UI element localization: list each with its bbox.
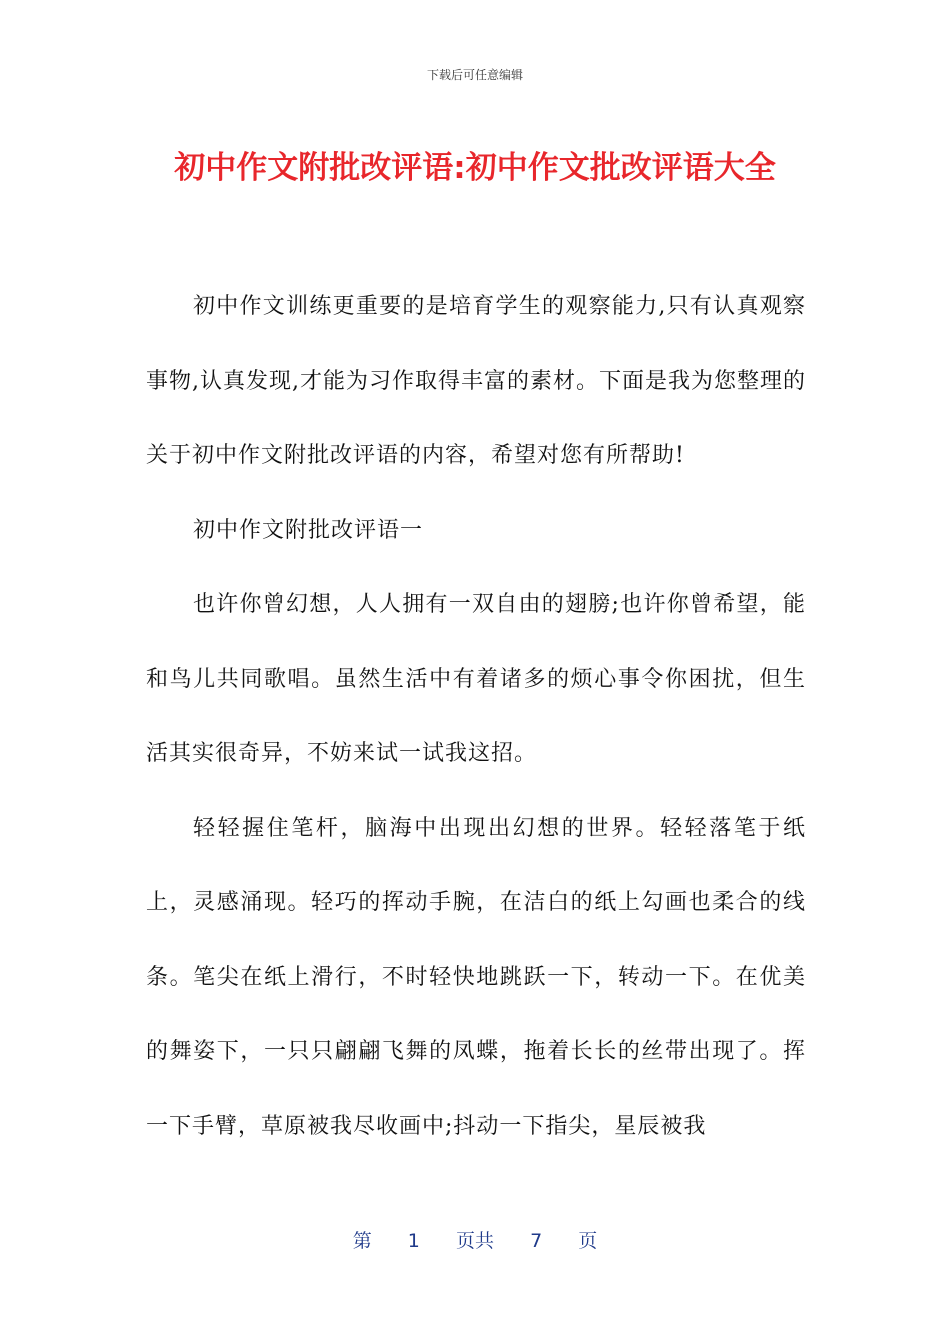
header-note: 下载后可任意编辑 bbox=[426, 68, 523, 82]
paragraph-2: 轻轻握住笔杆，脑海中出现出幻想的世界。轻轻落笔于纸上，灵感涌现。轻巧的挥动手腕，在洁白的纸上勾画也柔合的线条。笔尖在纸上滑行，不时轻快地跳跃一下，转动一下。在优美的舞姿下，一只只翩翩飞舞的凤蝶，拖着长长的丝带出现了。挥一下手臂，草原被我尽收画中;抖动一下指尖，星辰被我 bbox=[146, 815, 806, 1139]
footer-page-suffix: 页 bbox=[578, 1230, 598, 1252]
document-body bbox=[146, 270, 806, 1164]
footer-total-pages: 7 bbox=[530, 1230, 543, 1252]
page-footer bbox=[0, 1226, 950, 1253]
footer-page-prefix: 第 bbox=[352, 1230, 372, 1252]
footer-page-number: 1 bbox=[407, 1230, 420, 1252]
paragraph-intro: 初中作文训练更重要的是培育学生的观察能力,只有认真观察事物,认真发现,才能为习作取得丰富的素材。下面是我为您整理的关于初中作文附批改评语的内容，希望对您有所帮助! bbox=[146, 294, 806, 468]
footer-page-middle: 页共 bbox=[455, 1230, 494, 1252]
paragraph-section-heading: 初中作文附批改评语一 bbox=[193, 517, 424, 543]
document-title: 初中作文附批改评语:初中作文批改评语大全 bbox=[174, 150, 776, 186]
paragraph-1: 也许你曾幻想，人人拥有一双自由的翅膀;也许你曾希望，能和鸟儿共同歌唱。虽然生活中有着诸多的烦心事令你困扰，但生活其实很奇异，不妨来试一试我这招。 bbox=[146, 592, 806, 766]
